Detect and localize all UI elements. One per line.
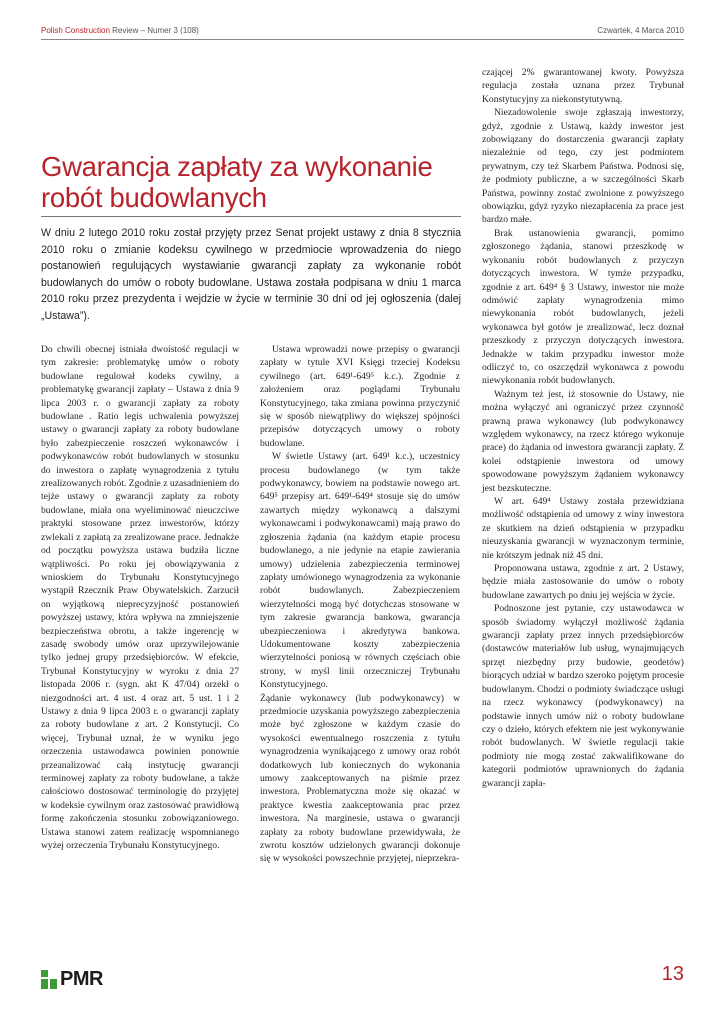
pmr-logo-text: PMR <box>60 968 103 990</box>
page-number: 13 <box>661 963 684 985</box>
publication-brand: Polish Construction <box>41 26 110 35</box>
paragraph: Do chwili obecnej istniała dwoistość regulacji w tym zakresie: problematykę umów o roboty budowlane regulował kodeks cywilny, a problematykę gwarancji zapłaty – Ustawa z dnia 9 lipca 2003 r. o gwarancji zapłaty za roboty budowlane . Ratio legis uchwalenia powyższej ustawy o gwarancji zapłaty za roboty budowlane było zabezpieczenie roszczeń wykonawców i podwykonawców robót budowlanych w stosunku do inwestora o zapłatę wynagrodzenia z tytułu zrealizowanych robót. Zgodnie z uzasadnieniem do tejże ustawy o gwarancji zapłaty za roboty budowlane, miała ona wyeliminować nieuczciwe praktyki stosowane przez inwestorów, którzy zwlekali z zapłatą za zrealizowane prace. Jednakże od początku powyższa ustawa budziła liczne wątpliwości. Po roku jej obowiązywania z wnioskiem do Trybunału Konstytucyjnego wystąpił Rzecznik Praw Obywatelskich. Zarzucił on wyjątkową nieprecyzyjność postanowień powyższej ustawy, która wpływa na zmniejszenie bezpieczeństwa obrotu, a także ingerencję w zasadę swobody umów oraz uprzywilejowanie tylko jednej grupy przedsiębiorców. W efekcie, Trybunał Konstytucyjny w wyroku z dnia 27 listopada 2006 r. (sygn. akt K 47/04) orzekł o niezgodności art. 4 ust. 4 oraz art. 5 ust. 1 i 2 Ustawy z dnia 9 lipca 2003 r. o gwarancji zapłaty za roboty budowlane z art. 2 Konstytucji. Co więcej, Trybunał uznał, że w wyniku jego orzeczenia ustawodawca powinien ponownie przeanalizować całą instytucję gwarancji terminowej zapłaty za roboty budowlane, a także całościowo dostosować terminologię do przyjętej w kodeksie cywilnym oraz zastosować prawidłową formę zakończenia stosunku zobowiązaniowego. Ustawa stanowi zatem realizację wspomnianego wyżej orzeczenia Trybunału Konstytucyjnego. <box>41 344 239 852</box>
article-title: Gwarancja zapłaty za wykonanie robót budowlanych <box>41 151 433 213</box>
paragraph: Ważnym też jest, iż stosownie do Ustawy, nie można wyłączyć ani ograniczyć przez czynność prawną prawa wykonawcy (lub podwykonawcy względem wykonawcy, na rzecz którego wykonuje prace) do żądania od inwestora gwarancji zapłaty. Z kolei odstąpienie inwestora od umowy spowodowane powyższym żądaniem wykonawcy jest bezskuteczne. <box>482 388 684 494</box>
article-lead: W dniu 2 lutego 2010 roku został przyjęty przez Senat projekt ustawy z dnia 8 stycznia 2010 roku o zmianie kodeksu cywilnego w przedmiocie wprowadzenia do niego postanowień regulujących wystawianie gwarancji zapłaty za wykonanie robót budowlanych do umów o roboty budowlane. Ustawa została podpisana w dniu 1 marca 2010 roku przez prezydenta i wejdzie w życie w terminie 30 dni od jej ogłoszenia (dalej „Ustawa”). <box>41 227 461 322</box>
logo-square <box>41 979 48 989</box>
paragraph: W świetle Ustawy (art. 649¹ k.c.), uczestnicy procesu budowlanego (w tym także podwykonawcy, bowiem na podstawie nowego art. 649⁵ przepisy art. 649¹-649⁴ stosuje się do umów zawartych między wykonawcą a dalszymi wykonawcami i podwykonawcami) mają prawo do zgłoszenia żądania (na każdym etapie procesu budowlanego, a nie jedynie na etapie zawierania umowy) udzielenia zabezpieczenia terminowej zapłaty umówionego wynagrodzenia za wykonanie robót budowlanych. Zabezpieczeniem wierzytelności mogą być dotychczas stosowane w tym zakresie gwarancja bankowa, gwarancja ubezpieczeniowa i akredytywa bankowa. Udokumentowane koszty zabezpieczenia wierzytelności poniosą w równych częściach obie strony, w myśl linii orzeczniczej Trybunału Konstytucyjnego. <box>260 451 460 691</box>
logo-square <box>41 970 48 977</box>
paragraph: Ustawa wprowadzi nowe przepisy o gwarancji zapłaty w tytule XVI Księgi trzeciej Kodeksu cywilnego (art. 649¹-649⁵ k.c.). Zgodnie z założeniem oraz poglądami Trybunału Konstytucyjnego, taka zmiana powinna przyczynić się w sposób niewątpliwy do większej spójności przepisów dotyczących umowy o roboty budowlane. <box>260 344 460 449</box>
body-column-3 <box>482 66 684 790</box>
publication-issue: Review – Numer 3 (108) <box>109 26 199 35</box>
publication-header <box>41 26 199 35</box>
title-divider <box>41 216 461 217</box>
pmr-logo-mark-icon <box>41 970 58 989</box>
body-column-1 <box>41 343 239 852</box>
paragraph: Brak ustanowienia gwarancji, pomimo zgłoszonego żądania, stanowi przeszkodę w wykonaniu robót budowlanych z przyczyn dotyczących inwestora. W tymże przypadku, zgodnie z art. 649⁴ § 3 Ustawy, inwestor nie może odmówić zapłaty wynagrodzenia mimo niewykonania robót budowlanych, jeżeli wykonawca był gotów je zrealizować, lecz doznał przeszkody z przyczyn dotyczących inwestora. Jednakże w takim przypadku inwestor może odliczyć to, co oszczędził wykonawca z powodu niewykonania robót budowlanych. <box>482 227 684 387</box>
publication-date: Czwartek, 4 Marca 2010 <box>597 26 684 35</box>
header-divider <box>41 39 684 40</box>
paragraph: Niezadowolenie swoje zgłaszają inwestorzy, gdyż, zgodnie z Ustawą, każdy inwestor jest zobowiązany do dostarczenia gwarancji zapłaty niezależnie od tego, czy jest podmiotem prywatnym, czy też Skarbem Państwa. Podnosi się, że podmioty publiczne, a w szczególności Skarb Państwa, powinny zostać zwolnione z powyższego obowiązku, gdyż ryzyko niezapłacenia za prace jest bardzo małe. <box>482 107 684 226</box>
pmr-logo <box>41 968 103 991</box>
paragraph: Proponowana ustawa, zgodnie z art. 2 Ustawy, będzie miała zastosowanie do umów o roboty budowlane zawartych po dniu jej wejścia w życie. <box>482 563 684 601</box>
paragraph: W art. 649⁴ Ustawy została przewidziana możliwość odstąpienia od umowy z winy inwestora ze skutkiem na dzień odstąpienia w przypadku nieuzyskania gwarancji w wyznaczonym terminie, nie krótszym jednak niż 45 dni. <box>482 496 684 561</box>
paragraph: Podnoszone jest pytanie, czy ustawodawca w sposób świadomy wyłączył możliwość żądania gwarancji zapłaty przez innych przedsiębiorców (dostawców materiałów lub usług, wynajmujących sprzęt niezbędny przy budowie, geodetów) biorących udział w bardzo szeroko pojętym procesie budowlanym. Chodzi o podmioty świadczące usługi na rzecz wykonawcy (podwykonawcy) na podstawie innych umów niż o roboty budowlane czy o dzieło, których efektem nie jest wykonywanie robót budowlanych. W świetle regulacji takie podmioty nie mogą zostać zakwalifikowane do kategorii podmiotów uprawnionych do żądania gwarancji zapła- <box>482 603 684 789</box>
paragraph: czającej 2% gwarantowanej kwoty. Powyższa regulacja została uznana przez Trybunał Konstytucyjny za niekonstytutywną. <box>482 67 684 105</box>
body-column-2 <box>260 343 460 866</box>
paragraph: Żądanie wykonawcy (lub podwykonawcy) w przedmiocie uzyskania powyższego zabezpieczenia może być zgłoszone w każdym czasie do wysokości ewentualnego roszczenia z tytułu wynagrodzenia wynikającego z umowy oraz robót dodatkowych lub koniecznych do wykonania umowy zaakceptowanych na piśmie przez inwestora. Problematyczna może się okazać w praktyce kwestia zaakceptowania prac przez inwestora. Na marginesie, ustawa o gwarancji zapłaty za roboty budowlane przewidywała, że zwrotu kosztów udzielonych gwarancji dokonuje się w wysokości powszechnie przyjętej, nieprzekra- <box>260 692 460 865</box>
logo-square <box>50 979 57 989</box>
